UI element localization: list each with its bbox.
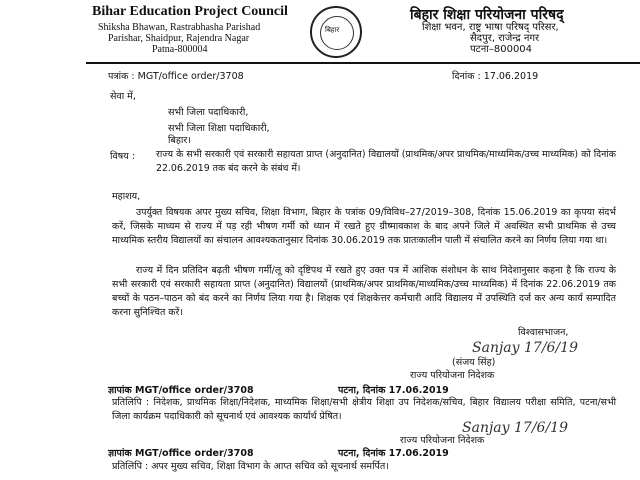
- to-line-2: सभी जिला शिक्षा पदाधिकारी,: [168, 123, 270, 134]
- header-title-hindi: बिहार शिक्षा परियोजना परिषद्: [410, 7, 564, 23]
- body-paragraph-2: राज्य में दिन प्रतिदिन बढ़ती भीषण गर्मी/लू को दृष्टिपथ में रखते हुए उक्त पत्र में आंशिक संशोधन के साथ निदेशानुसार कहना है कि राज्य के सभी सरकारी एवं सरकारी सहायता प्राप्त (अनुदानित) विद्यालयों (प्राथमिक/अपर प्राथमिक/माध्यमिक/उच्च माध्यमिक) में दिनांक 22.06.2019 तक बच्चों के पठन–पाठन को बंद करने का निर्णय लिया गया है। शिक्षक एवं शिक्षकेत्तर कर्मचारी आदि विद्यालय में उपस्थिति दर्ज कर अन्य कार्य सम्पादित करना सुनिश्चित करें।: [112, 265, 616, 318]
- header-address-line-3: Patna-800004: [152, 44, 208, 55]
- copy1-date: पटना, दिनांक 17.06.2019: [338, 385, 449, 396]
- header-hindi-line-1: शिक्षा भवन, राष्ट्र भाषा परिषद् परिसर,: [422, 22, 559, 33]
- header-address-line-1: Shiksha Bhawan, Rastrabhasha Parishad: [98, 22, 261, 33]
- header-address-line-2: Parishar, Shaidpur, Rajendra Nagar: [108, 33, 250, 44]
- header-hindi-line-2: सैदपुर, राजेन्द्र नगर: [470, 33, 540, 44]
- council-logo: [310, 6, 362, 58]
- subject-label: विषय :: [110, 151, 135, 162]
- signature-1: Sanjay 17/6/19: [472, 340, 578, 356]
- subject-text: राज्य के सभी सरकारी एवं सरकारी सहायता प्राप्त (अनुदानित) विद्यालयों (प्राथमिक/अपर प्राथमिक/माध्यमिक/उच्च माध्यमिक) को दिनांक 22.06.2019 तक बंद करने के संबंध में।: [156, 149, 616, 174]
- copy2-reference: ज्ञापांक MGT/office order/3708: [108, 448, 254, 459]
- letter-date: दिनांक : 17.06.2019: [452, 71, 539, 82]
- header-hindi-line-3: पटना–800004: [470, 44, 533, 55]
- header-divider: [86, 62, 640, 64]
- copy1-signer-title: राज्य परियोजना निदेशक: [400, 435, 485, 446]
- body-paragraph-1: उपर्युक्त विषयक अपर मुख्य सचिव, शिक्षा विभाग, बिहार के पत्रांक 09/विविध–27/2019–308, दिनांक 15.06.2019 का कृपया संदर्भ करें, जिसके माध्यम से राज्य में पड़ रही भीषण गर्मी को ध्यान में रखते हुए ग्रीष्मावकाश के बाद अपने जिले में अवस्थित सभी प्राथमिक से उच्च माध्यमिक स्तरीय विद्यालयों का संचालन आवश्यकतानुसार दिनांक 30.06.2019 तक प्रातःकालीन पाली में संचालित करने का निर्णय लिया गया था।: [112, 207, 616, 246]
- signature-2: Sanjay 17/6/19: [462, 420, 568, 436]
- signer-name: (संजय सिंह): [452, 357, 496, 368]
- logo-text: बिहार: [325, 26, 340, 34]
- closing: विश्वासभाजन,: [518, 327, 569, 338]
- letter-reference: पत्रांक : MGT/office order/3708: [108, 71, 244, 82]
- salutation: महाशय,: [112, 191, 141, 202]
- to-line-1: सभी जिला पदाधिकारी,: [168, 107, 249, 118]
- copy2-text: प्रतिलिपि : अपर मुख्य सचिव, शिक्षा विभाग के आप्त सचिव को सूचनार्थ समर्पित।: [112, 461, 389, 472]
- copy1-text: प्रतिलिपि : निदेशक, प्राथमिक शिक्षा/निदेशक, माध्यमिक शिक्षा/सभी क्षेत्रीय शिक्षा उप निदेशक/सचिव, बिहार विद्यालय परीक्षा समिति, पटना/सभी जिला कार्यक्रम पदाधिकारी को सूचनार्थ एवं आवश्यक कार्यार्थ प्रेषित।: [112, 397, 616, 422]
- copy1-reference: ज्ञापांक MGT/office order/3708: [108, 385, 254, 396]
- signer-title: राज्य परियोजना निदेशक: [410, 370, 495, 381]
- copy2-date: पटना, दिनांक 17.06.2019: [338, 448, 449, 459]
- to-line-3: बिहार।: [168, 135, 191, 146]
- to-label: सेवा में,: [110, 91, 136, 102]
- header-title-english: Bihar Education Project Council: [92, 4, 288, 19]
